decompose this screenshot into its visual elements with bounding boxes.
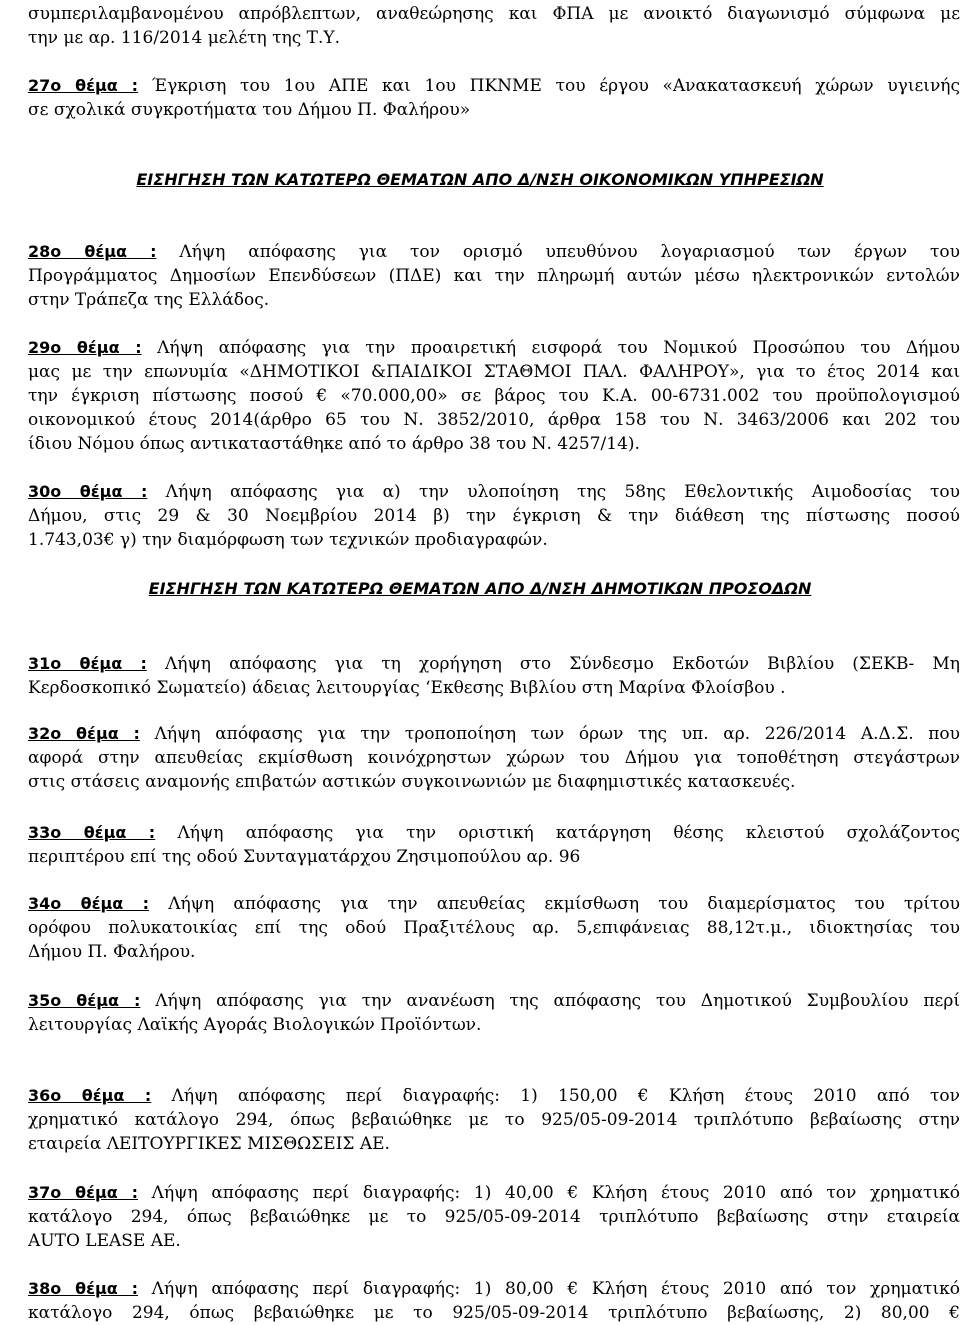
item-29-line-5: ίδιου Νόμου όπως αντικαταστάθηκε από το άρθρο 38 του Ν. 4257/14). [28,434,640,454]
item-30 [28,480,960,552]
item-27-label: 27ο θέμα : [28,76,139,95]
item-34-label: 34ο θέμα : [28,894,150,913]
item-34-line-1: Λήψη απόφασης για την απευθείας εκμίσθωση του διαμερίσματος του τρίτου [149,894,960,914]
item-35-line-2: λειτουργίας Λαϊκής Αγοράς Βιολογικών Προϊόντων. [28,1015,482,1035]
section-heading-financial: ΕΙΣΗΓΗΣΗ ΤΩΝ ΚΑΤΩΤΕΡΩ ΘΕΜΑΤΩΝ ΑΠΟ Δ/ΝΣΗ ΟΙΚΟΝΟΜΙΚΩΝ ΥΠΗΡΕΣΙΩΝ [136,170,824,189]
item-36-line-2: χρηματικό κατάλογο 294, όπως βεβαιώθηκε με το 925/05-09-2014 τριπλότυπο βεβαίωσης στην [28,1110,960,1130]
item-29-label: 29ο θέμα : [28,338,142,357]
item-28-line-3: στην Τράπεζα της Ελλάδος. [28,290,270,310]
item-35-line-1: Λήψη απόφασης για την ανανέωση της απόφασης του Δημοτικού Συμβουλίου περί [140,991,960,1011]
item-37-line-1: Λήψη απόφασης περί διαγραφής: 1) 40,00 € Κλήση έτους 2010 από τον χρηματικό [138,1183,960,1203]
item-27-line-2: σε σχολικά συγκροτήματα του Δήμου Π. Φαλήρου» [28,100,471,120]
item-31 [28,652,960,700]
intro-line-1: συμπεριλαμβανομένου απρόβλεπτων, αναθεώρησης και ΦΠΑ με ανοικτό διαγωνισμό σύμφωνα με [28,4,960,24]
item-27 [28,74,960,122]
section-heading-revenues: ΕΙΣΗΓΗΣΗ ΤΩΝ ΚΑΤΩΤΕΡΩ ΘΕΜΑΤΩΝ ΑΠΟ Δ/ΝΣΗ ΔΗΜΟΤΙΚΩΝ ΠΡΟΣΟΔΩΝ [148,579,812,598]
item-37-line-3: AUTO LEASE AE. [28,1231,181,1251]
item-32-line-1: Λήψη απόφασης για την τροποποίηση των όρων της υπ. αρ. 226/2014 Α.Δ.Σ. που [139,724,960,744]
item-36-label: 36ο θέμα : [28,1086,152,1105]
item-28-line-1: Λήψη απόφασης για τον ορισμό υπευθύνου λογαριασμού των έργων του [156,242,960,262]
item-29-line-2: μας με την επωνυμία «ΔΗΜΟΤΙΚΟΙ &ΠΑΙΔΙΚΟΙ ΣΤΑΘΜΟΙ ΠΑΛ. ΦΑΛΗΡΟΥ», για το έτος 2014 και [28,362,960,382]
item-38-line-2: κατάλογο 294, όπως βεβαιώθηκε με το 925/05-09-2014 τριπλότυπο βεβαίωσης, 2) 80,00 € [28,1303,960,1323]
item-28 [28,240,960,312]
item-38 [28,1277,960,1325]
item-29 [28,336,960,456]
item-37 [28,1181,960,1253]
item-29-line-3: την έγκριση πίστωσης ποσού € «70.000,00» σε βάρος του Κ.Α. 00-6731.002 του προϋπολογισμού [28,386,960,406]
item-33-line-2: περιπτέρου επί της οδού Συνταγματάρχου Ζησιμοπούλου αρ. 96 [28,847,581,867]
item-27-line-1: Έγκριση του 1ου ΑΠΕ και 1ου ΠΚΝΜΕ του έργου «Ανακατασκευή χώρων υγιεινής [138,76,960,96]
item-33-label: 33ο θέμα : [28,823,156,842]
item-38-label: 38ο θέμα : [28,1279,138,1298]
item-28-label: 28ο θέμα : [28,242,157,261]
item-29-line-1: Λήψη απόφασης για την προαιρετική εισφορά του Νομικού Προσώπου του Δήμου [141,338,960,358]
item-34-line-3: Δήμου Π. Φαλήρου. [28,942,196,962]
item-31-line-1: Λήψη απόφασης για τη χορήγηση στο Σύνδεσμο Εκδοτών Βιβλίου (ΣΕΚΒ- Μη [146,654,960,674]
item-33-line-1: Λήψη απόφασης για την οριστική κατάργηση θέσης κλειστού σχολάζοντος [155,823,960,843]
item-36-line-1: Λήψη απόφασης περί διαγραφής: 1) 150,00 € Κλήση έτους 2010 από τον [151,1086,960,1106]
intro-line-2: την με αρ. 116/2014 μελέτη της Τ.Υ. [28,28,341,48]
item-35-label: 35ο θέμα : [28,991,141,1010]
item-37-label: 37ο θέμα : [28,1183,138,1202]
item-36 [28,1084,960,1156]
item-32 [28,722,960,794]
item-38-line-1: Λήψη απόφασης περί διαγραφής: 1) 80,00 € Κλήση έτους 2010 από τον χρηματικό [138,1279,960,1299]
item-32-label: 32ο θέμα : [28,724,140,743]
item-31-label: 31ο θέμα : [28,654,147,673]
item-31-line-2: Κερδοσκοπικό Σωματείο) άδειας λειτουργίας ‘Εκθεσης Βιβλίου στη Μαρίνα Φλοίσβου . [28,678,786,698]
item-30-line-2: Δήμου, στις 29 & 30 Νοεμβρίου 2014 β) την έγκριση & την διάθεση της πίστωσης ποσού [28,506,960,526]
item-29-line-4: οικονομικού έτους 2014(άρθρο 65 του Ν. 3852/2010, άρθρα 158 του Ν. 3463/2006 και 202 του [28,410,960,430]
item-37-line-2: κατάλογο 294, όπως βεβαιώθηκε με το 925/05-09-2014 τριπλότυπο βεβαίωσης στην εταιρεία [28,1207,960,1227]
item-30-label: 30ο θέμα : [28,482,148,501]
item-36-line-3: εταιρεία ΛΕΙΤΟΥΡΓΙΚΕΣ ΜΙΣΘΩΣΕΙΣ ΑΕ. [28,1134,390,1154]
item-28-line-2: Προγράμματος Δημοσίων Επενδύσεων (ΠΔΕ) και την πληρωμή αυτών μέσω ηλεκτρονικών εντολών [28,266,960,286]
item-30-line-3: 1.743,03€ γ) την διαμόρφωση των τεχνικών προδιαγραφών. [28,530,548,550]
item-32-line-2: αφορά στην απευθείας εκμίσθωση κοινόχρηστων χώρων του Δήμου για τοποθέτηση στεγάστρων [28,748,960,768]
intro-paragraph [28,2,960,50]
item-34 [28,892,960,964]
item-35 [28,989,960,1037]
item-33 [28,821,960,869]
item-32-line-3: στις στάσεις αναμονής επιβατών αστικών συγκοινωνιών με διαφημιστικές κατασκευές. [28,772,796,792]
item-30-line-1: Λήψη απόφασης για α) την υλοποίηση της 58ης Εθελοντικής Αιμοδοσίας του [147,482,960,502]
item-34-line-2: ορόφου πολυκατοικίας επί της οδού Πραξιτέλους αρ. 5,επιφάνειας 88,12τ.μ., ιδιοκτησίας του [28,918,960,938]
